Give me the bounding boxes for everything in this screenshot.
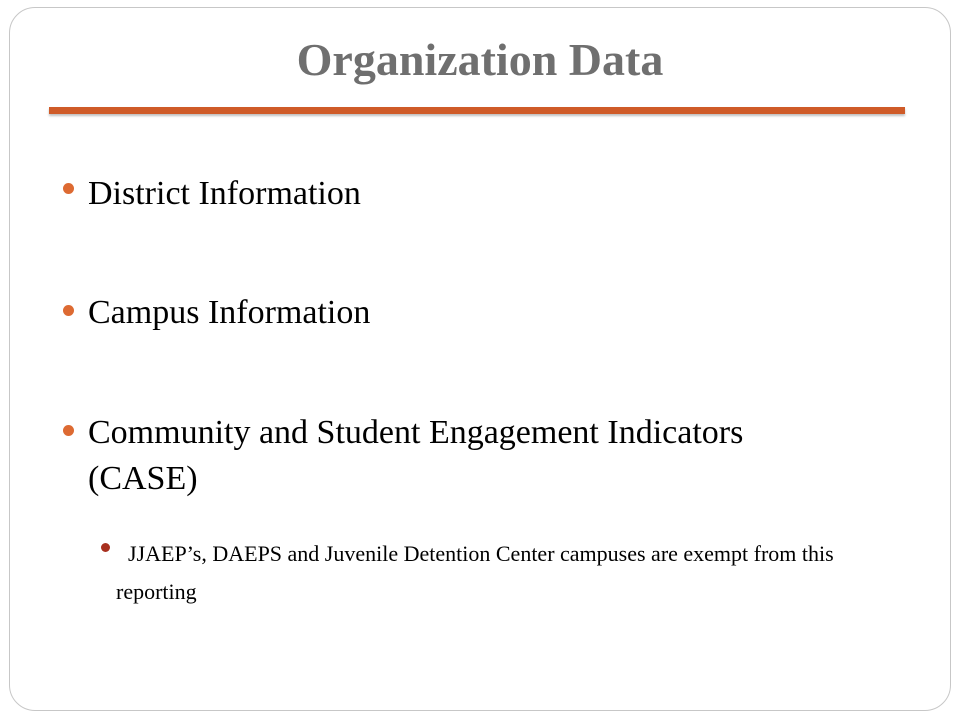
slide-title: Organization Data [296, 34, 664, 85]
title-underline [49, 107, 905, 114]
sub-bullet-exempt-campuses: JJAEP’s, DAEPS and Juvenile Detention Center campuses are exempt from this reporting [116, 541, 834, 604]
sub-bullet-dot-icon [101, 543, 110, 552]
bullet-dot-icon [63, 425, 74, 436]
bullet-dot-icon [63, 305, 74, 316]
bullet-case-indicators: Community and Student Engagement Indicators (CASE) [88, 414, 744, 497]
bullet-campus-information: Campus Information [88, 294, 371, 331]
bullet-dot-icon [63, 183, 74, 194]
bullet-district-information: District Information [88, 175, 361, 212]
